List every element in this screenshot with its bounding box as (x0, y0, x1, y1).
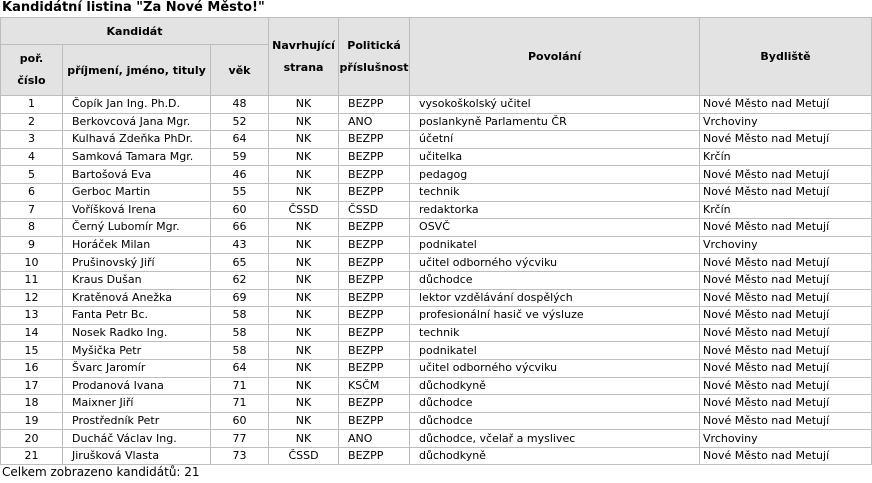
occupation-cell: účetní (410, 131, 700, 149)
candidate-age-cell: 55 (211, 183, 269, 201)
residence-cell: Nové Město nad Metují (700, 412, 872, 430)
header-politicka-line2: příslušnost (339, 60, 409, 74)
table-row (1, 183, 872, 201)
candidate-age-cell: 60 (211, 201, 269, 219)
nominating-party-cell: NK (269, 430, 339, 448)
candidate-name-cell: Fanta Petr Bc. (63, 307, 211, 325)
residence-cell: Nové Město nad Metují (700, 377, 872, 395)
nominating-party-cell: NK (269, 289, 339, 307)
nominating-party-cell: NK (269, 395, 339, 413)
candidate-age-cell: 46 (211, 166, 269, 184)
political-affiliation-cell: BEZPP (339, 183, 410, 201)
row-number-cell: 8 (1, 219, 63, 237)
table-row (1, 236, 872, 254)
occupation-cell: učitel odborného výcviku (410, 359, 700, 377)
occupation-cell: učitelka (410, 148, 700, 166)
row-number-cell: 19 (1, 412, 63, 430)
header-por-line2: číslo (17, 74, 46, 87)
occupation-cell: podnikatel (410, 236, 700, 254)
occupation-cell: důchodce (410, 412, 700, 430)
residence-cell: Vrchoviny (700, 430, 872, 448)
nominating-party-cell: NK (269, 166, 339, 184)
candidate-age-cell: 71 (211, 395, 269, 413)
political-affiliation-cell: BEZPP (339, 96, 410, 114)
nominating-party-cell: ČSSD (269, 201, 339, 219)
residence-cell: Vrchoviny (700, 236, 872, 254)
table-row (1, 254, 872, 272)
political-affiliation-cell: ANO (339, 113, 410, 131)
occupation-cell: vysokoškolský učitel (410, 96, 700, 114)
table-row (1, 131, 872, 149)
table-row (1, 96, 872, 114)
header-por-line1: poř. (19, 52, 44, 65)
table-row (1, 412, 872, 430)
total-count-text: Celkem zobrazeno kandidátů: 21 (2, 465, 200, 479)
candidate-name-cell: Myšička Petr (63, 342, 211, 360)
candidate-name-cell: Berkovcová Jana Mgr. (63, 113, 211, 131)
row-number-cell: 4 (1, 148, 63, 166)
political-affiliation-cell: BEZPP (339, 271, 410, 289)
residence-cell: Nové Město nad Metují (700, 219, 872, 237)
row-number-cell: 2 (1, 113, 63, 131)
residence-cell: Nové Město nad Metují (700, 183, 872, 201)
table-row (1, 342, 872, 360)
candidate-name-cell: Prostředník Petr (63, 412, 211, 430)
residence-cell: Nové Město nad Metují (700, 271, 872, 289)
occupation-cell: podnikatel (410, 342, 700, 360)
occupation-cell: důchodce (410, 271, 700, 289)
header-politicka-prislusnost (339, 18, 410, 96)
residence-cell: Nové Město nad Metují (700, 96, 872, 114)
table-row (1, 324, 872, 342)
residence-cell: Nové Město nad Metují (700, 447, 872, 465)
occupation-cell: OSVČ (410, 219, 700, 237)
row-number-cell: 12 (1, 289, 63, 307)
nominating-party-cell: NK (269, 412, 339, 430)
candidate-name-cell: Kraus Dušan (63, 271, 211, 289)
candidate-age-cell: 73 (211, 447, 269, 465)
residence-cell: Krčín (700, 148, 872, 166)
political-affiliation-cell: BEZPP (339, 447, 410, 465)
table-row (1, 271, 872, 289)
candidate-name-cell: Gerboc Martin (63, 183, 211, 201)
nominating-party-cell: NK (269, 183, 339, 201)
candidate-table (0, 17, 872, 465)
occupation-cell: lektor vzdělávání dospělých (410, 289, 700, 307)
candidate-name-cell: Samková Tamara Mgr. (63, 148, 211, 166)
political-affiliation-cell: BEZPP (339, 289, 410, 307)
candidate-age-cell: 77 (211, 430, 269, 448)
header-poradove-cislo (1, 45, 63, 96)
row-number-cell: 3 (1, 131, 63, 149)
candidate-age-cell: 65 (211, 254, 269, 272)
header-jmeno: příjmení, jméno, tituly (63, 45, 211, 96)
nominating-party-cell: NK (269, 236, 339, 254)
political-affiliation-cell: BEZPP (339, 166, 410, 184)
table-row (1, 307, 872, 325)
occupation-cell: redaktorka (410, 201, 700, 219)
residence-cell: Nové Město nad Metují (700, 289, 872, 307)
candidate-age-cell: 52 (211, 113, 269, 131)
residence-cell: Krčín (700, 201, 872, 219)
candidate-age-cell: 58 (211, 342, 269, 360)
candidate-name-cell: Prušinovský Jiří (63, 254, 211, 272)
candidate-name-cell: Maixner Jiří (63, 395, 211, 413)
residence-cell: Nové Město nad Metují (700, 342, 872, 360)
nominating-party-cell: NK (269, 377, 339, 395)
residence-cell: Nové Město nad Metují (700, 166, 872, 184)
occupation-cell: technik (410, 183, 700, 201)
candidate-age-cell: 58 (211, 324, 269, 342)
occupation-cell: důchodce, včelař a myslivec (410, 430, 700, 448)
candidate-name-cell: Kulhavá Zdeňka PhDr. (63, 131, 211, 149)
candidate-age-cell: 58 (211, 307, 269, 325)
header-navrhujici-strana (269, 18, 339, 96)
occupation-cell: profesionální hasič ve výsluze (410, 307, 700, 325)
occupation-cell: důchodkyně (410, 447, 700, 465)
table-row (1, 395, 872, 413)
nominating-party-cell: NK (269, 96, 339, 114)
table-row (1, 148, 872, 166)
residence-cell: Nové Město nad Metují (700, 359, 872, 377)
candidate-name-cell: Čopík Jan Ing. Ph.D. (63, 96, 211, 114)
candidate-age-cell: 60 (211, 412, 269, 430)
occupation-cell: důchodce (410, 395, 700, 413)
occupation-cell: pedagog (410, 166, 700, 184)
residence-cell: Nové Město nad Metují (700, 395, 872, 413)
nominating-party-cell: NK (269, 254, 339, 272)
nominating-party-cell: NK (269, 342, 339, 360)
candidate-name-cell: Horáček Milan (63, 236, 211, 254)
row-number-cell: 1 (1, 96, 63, 114)
row-number-cell: 17 (1, 377, 63, 395)
page-title: Kandidátní listina "Za Nové Město!" (2, 0, 265, 15)
row-number-cell: 16 (1, 359, 63, 377)
occupation-cell: učitel odborného výcviku (410, 254, 700, 272)
candidate-age-cell: 59 (211, 148, 269, 166)
occupation-cell: důchodkyně (410, 377, 700, 395)
row-number-cell: 6 (1, 183, 63, 201)
candidate-name-cell: Voříšková Irena (63, 201, 211, 219)
header-navrhujici-line2: strana (283, 60, 324, 74)
candidate-name-cell: Nosek Radko Ing. (63, 324, 211, 342)
candidate-age-cell: 48 (211, 96, 269, 114)
political-affiliation-cell: BEZPP (339, 236, 410, 254)
header-bydliste: Bydliště (700, 18, 872, 96)
residence-cell: Vrchoviny (700, 113, 872, 131)
political-affiliation-cell: BEZPP (339, 307, 410, 325)
political-affiliation-cell: BEZPP (339, 131, 410, 149)
candidate-name-cell: Jirušková Vlasta (63, 447, 211, 465)
candidate-age-cell: 64 (211, 131, 269, 149)
occupation-cell: technik (410, 324, 700, 342)
row-number-cell: 9 (1, 236, 63, 254)
nominating-party-cell: NK (269, 113, 339, 131)
political-affiliation-cell: BEZPP (339, 148, 410, 166)
candidate-age-cell: 62 (211, 271, 269, 289)
candidate-age-cell: 71 (211, 377, 269, 395)
residence-cell: Nové Město nad Metují (700, 254, 872, 272)
candidate-age-cell: 69 (211, 289, 269, 307)
table-body (1, 96, 872, 465)
row-number-cell: 11 (1, 271, 63, 289)
political-affiliation-cell: BEZPP (339, 254, 410, 272)
residence-cell: Nové Město nad Metují (700, 131, 872, 149)
header-vek: věk (211, 45, 269, 96)
row-number-cell: 7 (1, 201, 63, 219)
nominating-party-cell: NK (269, 131, 339, 149)
residence-cell: Nové Město nad Metují (700, 324, 872, 342)
candidate-name-cell: Kratěnová Anežka (63, 289, 211, 307)
candidate-age-cell: 66 (211, 219, 269, 237)
row-number-cell: 13 (1, 307, 63, 325)
political-affiliation-cell: ANO (339, 430, 410, 448)
header-navrhujici-line1: Navrhující (272, 38, 335, 52)
table-row (1, 359, 872, 377)
candidate-age-cell: 64 (211, 359, 269, 377)
nominating-party-cell: ČSSD (269, 447, 339, 465)
political-affiliation-cell: BEZPP (339, 342, 410, 360)
political-affiliation-cell: BEZPP (339, 412, 410, 430)
nominating-party-cell: NK (269, 219, 339, 237)
nominating-party-cell: NK (269, 148, 339, 166)
political-affiliation-cell: KSČM (339, 377, 410, 395)
political-affiliation-cell: ČSSD (339, 201, 410, 219)
nominating-party-cell: NK (269, 307, 339, 325)
row-number-cell: 15 (1, 342, 63, 360)
row-number-cell: 5 (1, 166, 63, 184)
occupation-cell: poslankyně Parlamentu ČR (410, 113, 700, 131)
row-number-cell: 14 (1, 324, 63, 342)
political-affiliation-cell: BEZPP (339, 219, 410, 237)
table-row (1, 447, 872, 465)
row-number-cell: 20 (1, 430, 63, 448)
candidate-name-cell: Ducháč Václav Ing. (63, 430, 211, 448)
table-row (1, 113, 872, 131)
candidate-name-cell: Černý Lubomír Mgr. (63, 219, 211, 237)
row-number-cell: 18 (1, 395, 63, 413)
table-row (1, 201, 872, 219)
candidate-name-cell: Bartošová Eva (63, 166, 211, 184)
table-row (1, 289, 872, 307)
nominating-party-cell: NK (269, 359, 339, 377)
row-number-cell: 10 (1, 254, 63, 272)
residence-cell: Nové Město nad Metují (700, 307, 872, 325)
table-row (1, 219, 872, 237)
header-kandidat: Kandidát (1, 18, 269, 45)
nominating-party-cell: NK (269, 271, 339, 289)
table-row (1, 166, 872, 184)
table-row (1, 430, 872, 448)
candidate-age-cell: 43 (211, 236, 269, 254)
header-politicka-line1: Politická (347, 38, 401, 52)
nominating-party-cell: NK (269, 324, 339, 342)
candidate-name-cell: Prodanová Ivana (63, 377, 211, 395)
political-affiliation-cell: BEZPP (339, 359, 410, 377)
header-povolani: Povolání (410, 18, 700, 96)
row-number-cell: 21 (1, 447, 63, 465)
table-row (1, 377, 872, 395)
candidate-name-cell: Švarc Jaromír (63, 359, 211, 377)
political-affiliation-cell: BEZPP (339, 324, 410, 342)
political-affiliation-cell: BEZPP (339, 395, 410, 413)
